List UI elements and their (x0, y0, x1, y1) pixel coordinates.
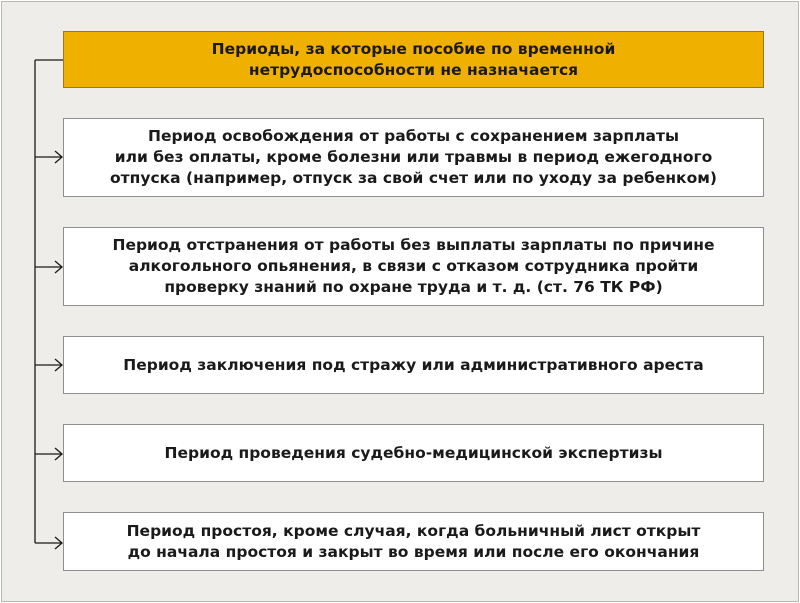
item-text-4 (165, 443, 663, 464)
item-2-line-3: проверку знаний по охране труда и т. д. (ст. 76 ТК РФ) (164, 278, 663, 296)
item-box-1 (63, 118, 764, 197)
item-4-line-1: Период проведения судебно-медицинской экспертизы (164, 443, 663, 462)
item-2-line-1: Период отстранения от работы без выплаты зарплаты по причине (112, 236, 715, 254)
item-5-line-1: Период простоя, кроме случая, когда больничный лист открыт (126, 521, 701, 540)
item-box-5 (63, 512, 764, 571)
header-box (63, 31, 764, 88)
header-title-line-1: Периоды, за которые пособие по временной (211, 39, 616, 58)
arrow-item-1 (35, 151, 62, 163)
item-3-line-1: Период заключения под стражу или административного ареста (123, 355, 704, 374)
header-title (212, 39, 616, 81)
item-text-3 (123, 355, 704, 376)
item-1-line-1: Период освобождения от работы с сохранением зарплаты (147, 127, 679, 145)
item-1-line-2: или без оплаты, кроме болезни или травмы в период ежегодного (114, 148, 713, 166)
item-1-line-3: отпуска (например, отпуск за свой счет или по уходу за ребенком) (110, 169, 717, 187)
item-box-3 (63, 336, 764, 394)
item-box-2 (63, 227, 764, 306)
header-title-line-2: нетрудоспособности не назначается (248, 60, 579, 79)
item-text-5 (127, 521, 701, 563)
arrow-item-3 (35, 359, 62, 371)
item-5-line-2: до начала простоя и закрыт во время или после его окончания (127, 542, 700, 561)
arrow-item-5 (35, 537, 62, 549)
item-text-2 (112, 235, 714, 298)
item-text-1 (110, 126, 717, 189)
item-2-line-2: алкогольного опьянения, в связи с отказом сотрудника пройти (128, 257, 699, 275)
item-box-4 (63, 424, 764, 482)
arrow-item-4 (35, 448, 62, 460)
arrow-item-2 (35, 261, 62, 273)
